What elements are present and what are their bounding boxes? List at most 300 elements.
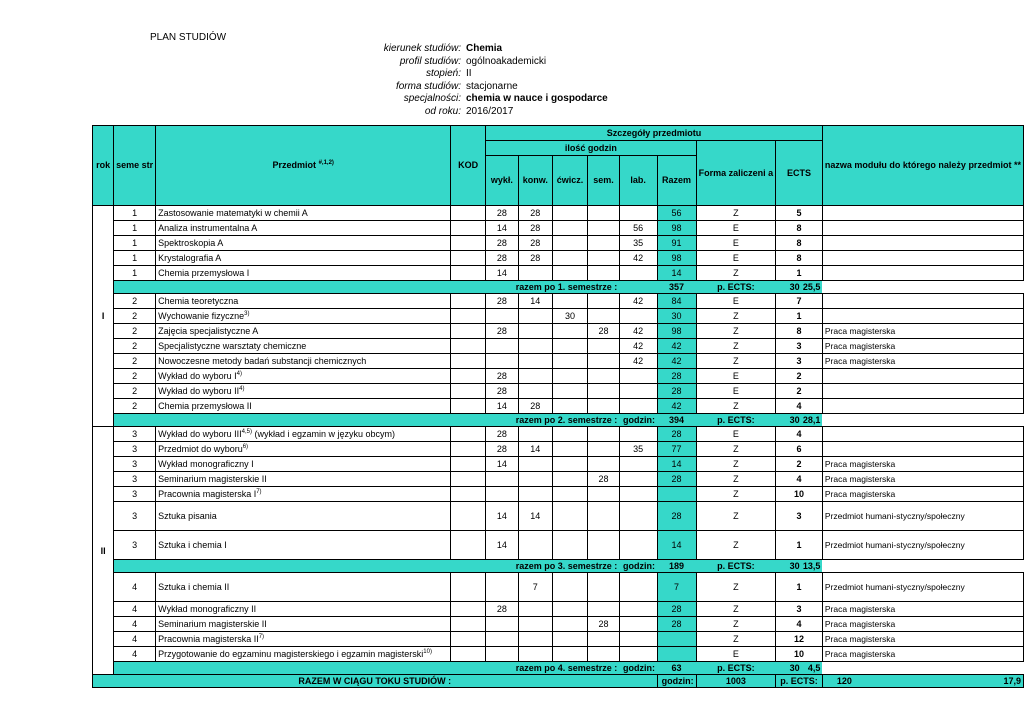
lab-cell: 35	[619, 236, 657, 251]
header-przedmiot: Przedmiot $^{\#,1,2)}$	[156, 126, 451, 206]
cwicz-cell	[552, 354, 587, 369]
meta-row	[300, 106, 608, 119]
meta-value: Chemia	[466, 43, 503, 54]
konw-cell	[518, 602, 552, 617]
total-row	[93, 675, 1024, 688]
ects-cell: 6	[776, 442, 823, 457]
cwicz-cell	[552, 442, 587, 457]
wykl-cell: 28	[486, 206, 519, 221]
forma-cell: Z	[696, 573, 776, 602]
semester-summary-row	[93, 281, 1024, 294]
cwicz-cell	[552, 369, 587, 384]
sem-cell	[588, 251, 620, 266]
ects-cell: 2	[776, 384, 823, 399]
module-cell: Praca magisterska	[822, 487, 1023, 502]
semester-cell: 2	[114, 324, 156, 339]
lab-cell	[619, 206, 657, 221]
cwicz-cell	[552, 617, 587, 632]
subject-name-text: Chemia przemysłowa II	[158, 401, 252, 411]
semester-cell: 1	[114, 206, 156, 221]
header-rok: rok	[93, 126, 114, 206]
summary-label: razem po 2. semestrze :	[114, 414, 620, 427]
konw-cell: 28	[518, 221, 552, 236]
table-row	[93, 384, 1024, 399]
subject-name-suffix: (wykład i egzamin w języku obcym)	[251, 429, 396, 439]
summary-godzin-label: godzin:	[619, 414, 657, 427]
total-ects-label: p. ECTS:	[776, 675, 823, 688]
ects-cell: 8	[776, 324, 823, 339]
subject-name	[156, 369, 451, 384]
razem-cell: 28	[657, 502, 696, 531]
module-cell	[822, 369, 1023, 384]
meta-label: kierunek studiów:	[383, 43, 461, 54]
summary-godzin: 357	[657, 281, 696, 294]
forma-cell: Z	[696, 354, 776, 369]
forma-cell: Z	[696, 442, 776, 457]
semester-summary-row	[93, 662, 1024, 675]
semester-cell: 1	[114, 236, 156, 251]
ects-cell: 5	[776, 206, 823, 221]
module-cell: Praca magisterska	[822, 354, 1023, 369]
footnote-ref: 6)	[242, 444, 249, 450]
subject-name-text: Chemia teoretyczna	[158, 296, 239, 306]
subject-name-text: Pracownia magisterska I	[158, 489, 257, 499]
summary-godzin-label: godzin:	[619, 662, 657, 675]
subject-name-text: Analiza instrumentalna A	[158, 223, 258, 233]
razem-cell: 56	[657, 206, 696, 221]
summary-ects	[776, 560, 823, 573]
module-cell: Praca magisterska	[822, 617, 1023, 632]
meta-row	[300, 43, 608, 56]
konw-cell	[518, 427, 552, 442]
forma-cell: Z	[696, 266, 776, 281]
forma-cell: E	[696, 221, 776, 236]
ects-cell: 3	[776, 502, 823, 531]
sem-cell	[588, 339, 620, 354]
subject-name-text: Wykład do wyboru III	[158, 429, 242, 439]
cwicz-cell	[552, 266, 587, 281]
total-label: RAZEM W CIĄGU TOKU STUDIÓW :	[93, 675, 658, 688]
module-cell: Praca magisterska	[822, 457, 1023, 472]
header-kod: KOD	[451, 126, 486, 206]
subject-name	[156, 236, 451, 251]
semester-cell: 2	[114, 339, 156, 354]
summary-ects-value: 30	[789, 415, 800, 425]
sem-cell: 28	[588, 472, 620, 487]
meta-label: forma studiów:	[395, 80, 461, 92]
ects-cell: 10	[776, 487, 823, 502]
konw-cell	[518, 369, 552, 384]
konw-cell	[518, 309, 552, 324]
sem-cell	[588, 487, 620, 502]
semester-cell: 2	[114, 294, 156, 309]
study-plan-table	[92, 125, 1024, 688]
konw-cell: 28	[518, 251, 552, 266]
ects-cell: 1	[776, 531, 823, 560]
module-cell	[822, 294, 1023, 309]
razem-cell: 30	[657, 309, 696, 324]
semester-summary-row	[93, 560, 1024, 573]
semester-cell: 1	[114, 221, 156, 236]
razem-cell	[657, 487, 696, 502]
subject-name-text: Wykład monograficzny I	[158, 459, 254, 469]
subject-name	[156, 221, 451, 236]
table-row	[93, 427, 1024, 442]
semester-cell: 2	[114, 384, 156, 399]
kod-cell	[451, 294, 486, 309]
razem-cell: 28	[657, 384, 696, 399]
forma-cell: Z	[696, 309, 776, 324]
table-row	[93, 399, 1024, 414]
year-cell: I	[93, 206, 114, 427]
header-razem: Razem	[657, 156, 696, 206]
cwicz-cell	[552, 339, 587, 354]
forma-cell: Z	[696, 206, 776, 221]
ects-cell: 8	[776, 251, 823, 266]
sem-cell	[588, 221, 620, 236]
forma-cell: Z	[696, 457, 776, 472]
table-row	[93, 442, 1024, 457]
lab-cell	[619, 384, 657, 399]
razem-cell: 28	[657, 369, 696, 384]
footnote-ref: 7)	[258, 634, 265, 640]
table-row	[93, 617, 1024, 632]
total-ects-value: 120	[836, 676, 852, 686]
semester-cell: 3	[114, 502, 156, 531]
kod-cell	[451, 502, 486, 531]
konw-cell: 28	[518, 236, 552, 251]
wykl-cell: 28	[486, 294, 519, 309]
wykl-cell	[486, 339, 519, 354]
lab-cell	[619, 502, 657, 531]
ects-cell: 8	[776, 236, 823, 251]
header-cwicz: ćwicz.	[552, 156, 587, 206]
header-szczegoly: Szczegóły przedmiotu	[486, 126, 823, 141]
summary-godzin: 394	[657, 414, 696, 427]
header-modul: nazwa modułu do którego należy przedmiot **	[822, 126, 1023, 206]
header-ects: ECTS	[776, 141, 823, 206]
kod-cell	[451, 531, 486, 560]
year-cell: II	[93, 427, 114, 675]
lab-cell: 42	[619, 354, 657, 369]
wykl-cell: 28	[486, 324, 519, 339]
subject-name-text: Przygotowanie do egzaminu magisterskiego i egzamin magisterski	[158, 649, 424, 659]
module-cell: Przedmiot humani-styczny/społeczny	[822, 573, 1023, 602]
cwicz-cell	[552, 384, 587, 399]
kod-cell	[451, 221, 486, 236]
semester-summary-row	[93, 414, 1024, 427]
sem-cell	[588, 206, 620, 221]
ects-cell: 3	[776, 602, 823, 617]
meta-row	[300, 68, 608, 81]
subject-name-text: Zajęcia specjalistyczne A	[158, 326, 259, 336]
footnote-ref: 3)	[244, 311, 250, 317]
razem-cell: 91	[657, 236, 696, 251]
lab-cell: 35	[619, 442, 657, 457]
cwicz-cell	[552, 236, 587, 251]
razem-cell: 14	[657, 531, 696, 560]
subject-name	[156, 472, 451, 487]
semester-cell: 3	[114, 427, 156, 442]
kod-cell	[451, 369, 486, 384]
total-ects	[822, 675, 1023, 688]
kod-cell	[451, 251, 486, 266]
subject-name	[156, 339, 451, 354]
summary-ects-value: 30	[789, 561, 800, 571]
wykl-cell	[486, 632, 519, 647]
subject-name	[156, 531, 451, 560]
table-row	[93, 236, 1024, 251]
ects-cell: 4	[776, 399, 823, 414]
summary-avg: 28,1	[802, 415, 821, 425]
semester-cell: 3	[114, 442, 156, 457]
forma-cell: E	[696, 647, 776, 662]
table-row	[93, 647, 1024, 662]
wykl-cell: 28	[486, 236, 519, 251]
razem-cell: 7	[657, 573, 696, 602]
forma-cell: Z	[696, 487, 776, 502]
meta-value: stacjonarne	[466, 80, 518, 92]
kod-cell	[451, 632, 486, 647]
ects-cell: 12	[776, 632, 823, 647]
semester-cell: 2	[114, 309, 156, 324]
razem-cell	[657, 632, 696, 647]
module-cell: Praca magisterska	[822, 632, 1023, 647]
ects-cell: 4	[776, 617, 823, 632]
subject-name	[156, 602, 451, 617]
table-row	[93, 502, 1024, 531]
kod-cell	[451, 457, 486, 472]
semester-cell: 2	[114, 399, 156, 414]
konw-cell	[518, 339, 552, 354]
konw-cell	[518, 472, 552, 487]
konw-cell: 14	[518, 294, 552, 309]
konw-cell: 7	[518, 573, 552, 602]
cwicz-cell	[552, 573, 587, 602]
summary-label: razem po 3. semestrze :	[114, 560, 620, 573]
module-cell	[822, 399, 1023, 414]
konw-cell	[518, 266, 552, 281]
razem-cell: 98	[657, 221, 696, 236]
module-cell	[822, 384, 1023, 399]
table-row	[93, 206, 1024, 221]
summary-label: razem po 4. semestrze :	[114, 662, 620, 675]
lab-cell	[619, 573, 657, 602]
summary-godzin: 63	[657, 662, 696, 675]
module-cell: Praca magisterska	[822, 472, 1023, 487]
razem-cell: 98	[657, 251, 696, 266]
header-ilosc: ilość godzin	[486, 141, 697, 156]
semester-cell: 2	[114, 354, 156, 369]
sem-cell: 28	[588, 617, 620, 632]
meta-row	[300, 56, 608, 69]
lab-cell	[619, 647, 657, 662]
summary-godzin-label: godzin:	[619, 560, 657, 573]
razem-cell: 14	[657, 457, 696, 472]
subject-name	[156, 647, 451, 662]
lab-cell	[619, 602, 657, 617]
ects-cell: 1	[776, 573, 823, 602]
module-cell	[822, 427, 1023, 442]
sem-cell	[588, 354, 620, 369]
razem-cell: 14	[657, 266, 696, 281]
forma-cell: Z	[696, 531, 776, 560]
forma-cell: E	[696, 384, 776, 399]
sem-cell	[588, 457, 620, 472]
summary-ects	[776, 281, 823, 294]
table-row	[93, 602, 1024, 617]
module-cell	[822, 251, 1023, 266]
subject-name-text: Wykład do wyboru II	[158, 386, 240, 396]
footnote-ref: 4)	[239, 386, 245, 392]
cwicz-cell	[552, 487, 587, 502]
wykl-cell: 14	[486, 399, 519, 414]
semester-cell: 4	[114, 647, 156, 662]
ects-cell: 4	[776, 427, 823, 442]
wykl-cell: 28	[486, 427, 519, 442]
header-lab: lab.	[619, 156, 657, 206]
cwicz-cell	[552, 427, 587, 442]
total-avg: 17,9	[1003, 676, 1021, 686]
subject-name	[156, 399, 451, 414]
cwicz-cell	[552, 399, 587, 414]
subject-name	[156, 617, 451, 632]
subject-name	[156, 442, 451, 457]
summary-ects-label: p. ECTS:	[696, 662, 776, 675]
kod-cell	[451, 442, 486, 457]
kod-cell	[451, 309, 486, 324]
lab-cell	[619, 399, 657, 414]
module-cell	[822, 236, 1023, 251]
module-cell: Praca magisterska	[822, 647, 1023, 662]
lab-cell: 42	[619, 324, 657, 339]
wykl-cell: 14	[486, 266, 519, 281]
meta-value: ogólnoakademicki	[466, 55, 547, 67]
kod-cell	[451, 617, 486, 632]
kod-cell	[451, 602, 486, 617]
semester-cell: 3	[114, 472, 156, 487]
kod-cell	[451, 573, 486, 602]
lab-cell	[619, 457, 657, 472]
razem-cell: 42	[657, 339, 696, 354]
subject-name	[156, 266, 451, 281]
table-row	[93, 632, 1024, 647]
wykl-cell	[486, 472, 519, 487]
wykl-cell	[486, 309, 519, 324]
semester-cell: 4	[114, 632, 156, 647]
sem-cell	[588, 266, 620, 281]
subject-name	[156, 502, 451, 531]
subject-name	[156, 309, 451, 324]
razem-cell	[657, 647, 696, 662]
cwicz-cell	[552, 206, 587, 221]
semester-cell: 4	[114, 602, 156, 617]
sem-cell	[588, 309, 620, 324]
summary-ects-label: p. ECTS:	[696, 281, 776, 294]
module-cell: Praca magisterska	[822, 339, 1023, 354]
header-wykl: wykł.	[486, 156, 519, 206]
subject-name-text: Spektroskopia A	[158, 238, 224, 248]
table-row	[93, 339, 1024, 354]
razem-cell: 42	[657, 399, 696, 414]
subject-name-text: Seminarium magisterskie II	[158, 474, 267, 484]
cwicz-cell	[552, 602, 587, 617]
lab-cell	[619, 617, 657, 632]
table-row	[93, 251, 1024, 266]
footnote-ref: 7)	[256, 489, 262, 495]
kod-cell	[451, 487, 486, 502]
sem-cell	[588, 531, 620, 560]
subject-name-text: Pracownia magisterska II	[158, 634, 259, 644]
table-row	[93, 354, 1024, 369]
subject-name	[156, 294, 451, 309]
konw-cell: 14	[518, 502, 552, 531]
konw-cell: 28	[518, 399, 552, 414]
subject-name-text: Nowoczesne metody badań substancji chemicznych	[158, 356, 367, 366]
cwicz-cell	[552, 647, 587, 662]
kod-cell	[451, 384, 486, 399]
sem-cell	[588, 427, 620, 442]
summary-godzin: 189	[657, 560, 696, 573]
subject-name	[156, 457, 451, 472]
konw-cell	[518, 487, 552, 502]
ects-cell: 1	[776, 266, 823, 281]
forma-cell: Z	[696, 399, 776, 414]
konw-cell	[518, 354, 552, 369]
cwicz-cell: 30	[552, 309, 587, 324]
kod-cell	[451, 206, 486, 221]
footnote-ref: 4)	[236, 371, 242, 377]
cwicz-cell	[552, 531, 587, 560]
summary-avg: 4,5	[807, 663, 821, 673]
razem-cell: 28	[657, 602, 696, 617]
subject-name-text: Specjalistyczne warsztaty chemiczne	[158, 341, 307, 351]
summary-avg: 13,5	[802, 561, 821, 571]
forma-cell: Z	[696, 602, 776, 617]
ects-cell: 1	[776, 309, 823, 324]
lab-cell	[619, 531, 657, 560]
kod-cell	[451, 236, 486, 251]
forma-cell: E	[696, 294, 776, 309]
table-row	[93, 531, 1024, 560]
table-row	[93, 324, 1024, 339]
razem-cell: 42	[657, 354, 696, 369]
wykl-cell	[486, 617, 519, 632]
table-row	[93, 472, 1024, 487]
subject-name-text: Chemia przemysłowa I	[158, 268, 250, 278]
subject-name	[156, 206, 451, 221]
subject-name-text: Seminarium magisterskie II	[158, 619, 267, 629]
cwicz-cell	[552, 221, 587, 236]
ects-cell: 2	[776, 457, 823, 472]
summary-ects-label: p. ECTS:	[696, 414, 776, 427]
subject-name-text: Sztuka i chemia II	[158, 582, 230, 592]
lab-cell	[619, 369, 657, 384]
semester-cell: 2	[114, 369, 156, 384]
sem-cell	[588, 632, 620, 647]
wykl-cell	[486, 573, 519, 602]
total-godzin: 1003	[696, 675, 776, 688]
razem-cell: 77	[657, 442, 696, 457]
forma-cell: Z	[696, 632, 776, 647]
forma-cell: Z	[696, 324, 776, 339]
table-row	[93, 294, 1024, 309]
forma-cell: E	[696, 369, 776, 384]
lab-cell: 42	[619, 251, 657, 266]
footnote-ref: 4,5)	[241, 429, 252, 435]
ects-cell: 2	[776, 369, 823, 384]
meta-label: stopień:	[425, 68, 461, 80]
